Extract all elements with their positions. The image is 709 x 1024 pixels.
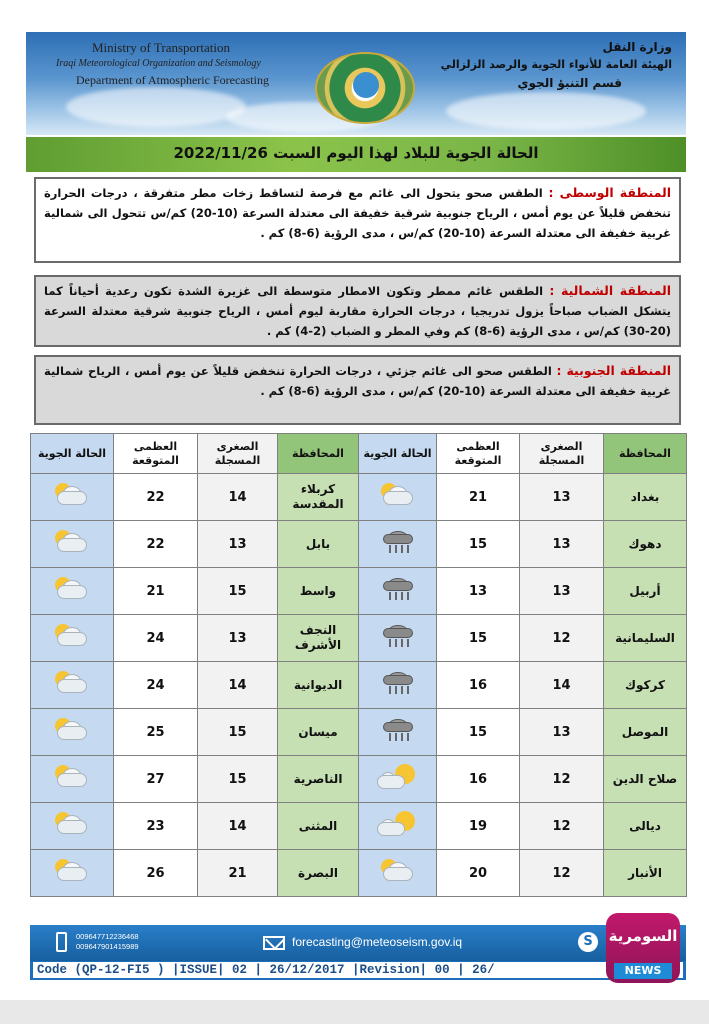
max-temp: 24	[114, 662, 198, 709]
document-code-line: Code (QP-12-FI5 ) |ISSUE| 02 | 26/12/2017 |Revision| 00 | 26/	[32, 961, 684, 979]
min-temp: 13	[198, 521, 278, 568]
province-name: الديوانية	[278, 662, 359, 709]
department-name-en: Department of Atmospheric Forecasting	[76, 73, 269, 87]
sun-cloud-icon	[375, 810, 421, 838]
min-temp: 15	[198, 709, 278, 756]
contact-email[interactable]: forecasting@meteoseism.gov.iq	[292, 935, 463, 949]
partly-cloudy-icon	[49, 528, 95, 556]
max-temp: 26	[114, 850, 198, 897]
footer-bar	[30, 925, 686, 980]
news-watermark-badge	[606, 913, 680, 983]
max-temp: 15	[437, 521, 520, 568]
weather-state	[359, 615, 437, 662]
sun-cloud-icon	[375, 763, 421, 791]
header-max: العظمى المتوقعة	[114, 434, 198, 474]
ministry-name-en: Ministry of Transportation	[92, 40, 230, 55]
partly-cloudy-icon	[49, 622, 95, 650]
header-province: المحافظة	[604, 434, 687, 474]
page-title-bar	[26, 137, 686, 172]
phone-numbers	[76, 932, 139, 952]
max-temp: 22	[114, 474, 198, 521]
min-temp: 13	[520, 521, 604, 568]
weather-state	[359, 568, 437, 615]
weather-state	[31, 521, 114, 568]
table-row	[31, 521, 687, 568]
province-name: البصرة	[278, 850, 359, 897]
max-temp: 22	[114, 521, 198, 568]
min-temp: 12	[520, 615, 604, 662]
phone-number-1: 009647712236468	[76, 932, 139, 941]
weather-state	[359, 756, 437, 803]
mail-icon	[263, 936, 285, 950]
max-temp: 24	[114, 615, 198, 662]
min-temp: 14	[198, 662, 278, 709]
min-temp: 12	[520, 756, 604, 803]
region-south-name: المنطقة الجنوبية :	[556, 363, 671, 378]
page-title: الحالة الجوية للبلاد لهذا اليوم السبت 2022/11/26	[173, 144, 539, 162]
max-temp: 19	[437, 803, 520, 850]
region-south	[34, 355, 681, 425]
header-state: الحالة الجوية	[359, 434, 437, 474]
region-north-text: الطقس غائم ممطر وتكون الامطار متوسطة الى غزيرة الشدة تكون رعدية أحياناً كما يتشكل الضباب صباحاً يزول تدريجيا ، درجات الحرارة مقاربة ليوم أمس ، الرياح جنوبية شرقية معتدلة السرعة (20-30) كم/س ، مدى الرؤية (6-8) كم وفي المطر و الضباب (2-4) كم .	[44, 284, 671, 338]
organization-name-en: Iraqi Meteorological Organization and Seismology	[56, 58, 261, 69]
max-temp: 15	[437, 615, 520, 662]
max-temp: 13	[437, 568, 520, 615]
weather-state	[359, 803, 437, 850]
ministry-name-ar: وزارة النقل	[602, 40, 672, 54]
province-name: بابل	[278, 521, 359, 568]
english-header	[56, 40, 269, 88]
min-temp: 14	[520, 662, 604, 709]
min-temp: 14	[198, 803, 278, 850]
province-name: الأنبار	[604, 850, 687, 897]
region-north-name: المنطقة الشمالية :	[549, 283, 671, 298]
province-name: النجف الأشرف	[278, 615, 359, 662]
rain-cloud-icon	[375, 669, 421, 697]
province-name: ديالى	[604, 803, 687, 850]
partly-cloudy-icon	[49, 669, 95, 697]
rain-cloud-icon	[375, 575, 421, 603]
weather-state	[31, 803, 114, 850]
partly-cloudy-icon	[49, 716, 95, 744]
phone-number-2: 009647901415989	[76, 942, 139, 951]
weather-state	[31, 709, 114, 756]
rain-cloud-icon	[375, 528, 421, 556]
header-province: المحافظة	[278, 434, 359, 474]
min-temp: 12	[520, 850, 604, 897]
max-temp: 21	[114, 568, 198, 615]
region-central-name: المنطقة الوسطى :	[548, 185, 671, 200]
partly-cloudy-icon	[49, 810, 95, 838]
table-header-row	[31, 434, 687, 474]
partly-cloudy-icon	[49, 857, 95, 885]
region-central	[34, 177, 681, 263]
province-name: دهوك	[604, 521, 687, 568]
weather-state	[359, 521, 437, 568]
department-name-ar: قسم التنبؤ الجوي	[517, 76, 622, 90]
max-temp: 16	[437, 756, 520, 803]
weather-state	[31, 850, 114, 897]
partly-cloudy-icon	[49, 575, 95, 603]
badge-brand: السومرية	[608, 927, 678, 945]
header-min: الصغرى المسجلة	[198, 434, 278, 474]
table-row	[31, 709, 687, 756]
province-name: واسط	[278, 568, 359, 615]
province-name: كركوك	[604, 662, 687, 709]
max-temp: 25	[114, 709, 198, 756]
min-temp: 13	[520, 709, 604, 756]
max-temp: 27	[114, 756, 198, 803]
min-temp: 21	[198, 850, 278, 897]
province-name: أربيل	[604, 568, 687, 615]
weather-state	[31, 756, 114, 803]
table-row	[31, 568, 687, 615]
partly-cloudy-icon	[49, 763, 95, 791]
table-row	[31, 474, 687, 521]
partly-cloudy-icon	[375, 481, 421, 509]
region-north	[34, 275, 681, 347]
arabic-header	[441, 40, 672, 90]
max-temp: 23	[114, 803, 198, 850]
table-row	[31, 850, 687, 897]
table-row	[31, 803, 687, 850]
badge-news-label: NEWS	[614, 963, 672, 979]
province-name: بغداد	[604, 474, 687, 521]
province-name: الناصرية	[278, 756, 359, 803]
weather-state	[359, 850, 437, 897]
weather-state	[359, 709, 437, 756]
organization-logo	[315, 52, 415, 124]
rain-cloud-icon	[375, 622, 421, 650]
rain-cloud-icon	[375, 716, 421, 744]
weather-state	[31, 474, 114, 521]
min-temp: 13	[520, 568, 604, 615]
weather-state	[359, 474, 437, 521]
min-temp: 15	[198, 756, 278, 803]
organization-name-ar: الهيئة العامة للأنواء الجوية والرصد الزلزالي	[440, 58, 672, 71]
region-south-text: الطقس صحو الى غائم جزئي ، درجات الحرارة تنخفض قليلاً عن يوم أمس ، الرياح شمالية غربية خفيفة الى معتدلة السرعة (10-20) كم/س ، مدى الرؤية (6-8) كم .	[44, 364, 671, 398]
table-row	[31, 662, 687, 709]
header-min: الصغرى المسجلة	[520, 434, 604, 474]
min-temp: 13	[520, 474, 604, 521]
province-name: صلاح الدين	[604, 756, 687, 803]
header-banner	[26, 32, 686, 135]
province-name: كربلاء المقدسة	[278, 474, 359, 521]
max-temp: 21	[437, 474, 520, 521]
min-temp: 12	[520, 803, 604, 850]
region-central-text: الطقس صحو يتحول الى غائم مع فرصة لتساقط زخات مطر متفرقة ، درجات الحرارة تنخفض قليلاً عن يوم أمس ، الرياح جنوبية شرقية خفيفة الى معتدلة السرعة (10-20) كم/س تتحول الى شمالية غربية خفيفة الى معتدلة السرعة (10-20) كم/س ، مدى الرؤية (6-8) كم .	[44, 186, 671, 240]
header-state: الحالة الجوية	[31, 434, 114, 474]
min-temp: 13	[198, 615, 278, 662]
weather-state	[31, 568, 114, 615]
partly-cloudy-icon	[375, 857, 421, 885]
province-name: السليمانية	[604, 615, 687, 662]
table-body	[31, 474, 687, 897]
forecast-table	[30, 433, 687, 897]
max-temp: 15	[437, 709, 520, 756]
weather-state	[359, 662, 437, 709]
header-max: العظمى المتوقعة	[437, 434, 520, 474]
min-temp: 14	[198, 474, 278, 521]
weather-state	[31, 615, 114, 662]
table-row	[31, 615, 687, 662]
province-name: الموصل	[604, 709, 687, 756]
table-row	[31, 756, 687, 803]
max-temp: 16	[437, 662, 520, 709]
phone-icon	[56, 932, 67, 952]
weather-state	[31, 662, 114, 709]
partly-cloudy-icon	[49, 481, 95, 509]
max-temp: 20	[437, 850, 520, 897]
skype-icon: S	[578, 932, 598, 952]
province-name: المثنى	[278, 803, 359, 850]
province-name: ميسان	[278, 709, 359, 756]
min-temp: 15	[198, 568, 278, 615]
